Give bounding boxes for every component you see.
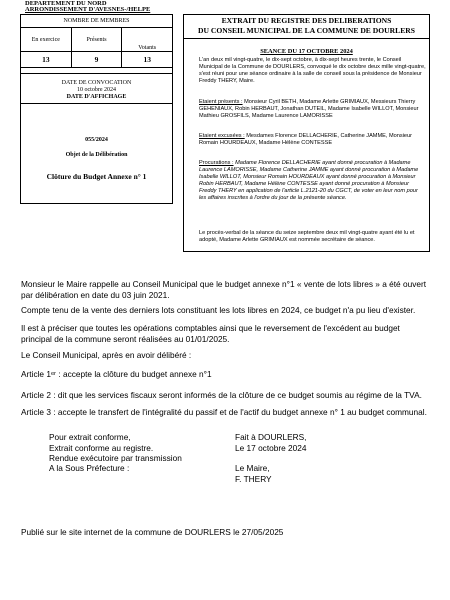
members-col2-label: Présents [71, 28, 122, 52]
arrondissement-label: ARRONDISSEMENT D'AVESNES-/HELPE [25, 6, 151, 13]
publication-note: Publié sur le site internet de la commune de DOURLERS le 27/05/2025 [21, 527, 284, 537]
procurations-paragraph [199, 160, 426, 202]
footer-left-line3: Rendue exécutoire par transmission [49, 453, 182, 463]
body-paragraph-4: Le Conseil Municipal, après en avoir délibéré : [21, 350, 192, 360]
presents-paragraph [199, 99, 426, 120]
article-3: Article 3 : accepte le transfert de l'intégralité du passif et de l'actif du budget annexe n° 1 au budget communal. [21, 407, 427, 417]
members-col3-value: 13 [122, 52, 173, 68]
members-col2-value: 9 [71, 52, 122, 68]
article-2: Article 2 : dit que les services fiscaux seront informés de la clôture de ce budget soumis au régime de la TVA. [21, 390, 422, 400]
procurations-label: Procurations : [199, 160, 234, 166]
members-col1-value: 13 [21, 52, 72, 68]
deliberation-object: Clôture du Budget Annexe n° 1 [46, 172, 147, 181]
presents-label: Etaient présents : [199, 99, 243, 105]
footer-right-line3: Le Maire, [235, 463, 270, 473]
footer-right-line2: Le 17 octobre 2024 [235, 443, 307, 453]
deliberation-divider [20, 103, 173, 104]
footer-right-line4: F. THERY [235, 474, 272, 484]
excuses-list: Mesdames Florence DELLACHERIE, Catherine JAMME, Monsieur Romain HOURDEAUX, Madame Hélène CONTESSE [199, 133, 412, 146]
extract-title-rule [183, 38, 430, 39]
members-col1-label: En exercice [21, 28, 72, 52]
excuses-label: Etaient excusées : [199, 133, 245, 139]
deliberation-object-label: Objet de la Délibération [65, 152, 128, 158]
footer-left-line2: Extrait conforme au registre. [49, 443, 154, 453]
members-table [20, 14, 173, 68]
body-paragraph-2: Compte tenu de la vente des derniers lots constituant les lots libres en 2024, ce budget n'a pu lieu d'exister. [21, 305, 416, 315]
affichage-label: DATE D'AFFICHAGE [66, 94, 127, 100]
footer-left-line1: Pour extrait conforme, [49, 432, 131, 442]
extract-intro: L'an deux mil vingt-quatre, le dix-sept octobre, à dix-sept heures trente, le Conseil Municipal de la Commune de DOURLERS, convoqué le dix octobre deux mille vingt-quatre, s'est réuni pour une séance ordinaire à la salle de conseil sous la présidence de Monsieur Freddy THERY, Maire. [199, 57, 426, 84]
body-paragraph-1: Monsieur le Maire rappelle au Conseil Municipal que le budget annexe n°1 « vente de lots libres » a été ouvert par délibération en date du 03 juin 2021. [21, 279, 427, 300]
convocation-divider [20, 73, 173, 74]
secretary-paragraph: Le procès-verbal de la séance du seize septembre deux mil vingt-quatre ayant été lu et adopté, Madame Arlette GRIMIAUX est nommée secrétaire de séance. [199, 230, 415, 243]
procurations-list: Madame Florence DELLACHERIE ayant donné procuration à Madame Laurence LAMORISSE, Madame Catherine JAMME ayant donné procuration à Madame Isabelle WILLOT, Monsieur Romain HOURDEAUX ayant donné procuration à Monsieur Robin HERBAUT, Madame Hélène CONTESSE ayant donné procuration à Monsieur Freddy THERY en application de l'article L.2121-20 du CGCT, de voter en leur nom pour les affaires inscrites à l'ordre du jour de la présente séance. [199, 160, 419, 201]
convocation-label: DATE DE CONVOCATION [61, 80, 132, 86]
footer-right-line1: Fait à DOURLERS, [235, 432, 307, 442]
deliberation-number: 055/2024 [85, 137, 108, 143]
extract-title-line2: DU CONSEIL MUNICIPAL DE LA COMMUNE DE DOURLERS [198, 26, 415, 35]
convocation-date: 10 octobre 2024 [77, 87, 116, 93]
department-label: DEPARTEMENT DU NORD [25, 0, 107, 7]
members-title: NOMBRE DE MEMBRES [21, 15, 173, 28]
footer-left-line4: A la Sous Préfecture : [49, 463, 130, 473]
members-col3-label: Votants [122, 28, 173, 52]
article-1: Article 1ᵉʳ : accepte la clôture du budget annexe n°1 [21, 369, 212, 379]
excuses-paragraph [199, 133, 426, 147]
extract-title-line1: EXTRAIT DU REGISTRE DES DELIBERATIONS [221, 16, 392, 25]
seance-title: SEANCE DU 17 OCTOBRE 2024 [260, 48, 353, 55]
presents-list: Monsieur Cyril BETH, Madame Arlette GRIMIAUX, Messieurs Thierry GEHENIAUX, Robin HERBAUT, Jonathan DUTEIL, Madame Isabelle WILLOT, Monsieur Mathieu GROSFILS, Madame Laurence LAMORISSE [199, 99, 419, 119]
body-paragraph-3: Il est à préciser que toutes les opérations comptables ainsi que le reversement de l'excédent au budget principal de la commune seront réalisées au 01/01/2025. [21, 323, 400, 344]
